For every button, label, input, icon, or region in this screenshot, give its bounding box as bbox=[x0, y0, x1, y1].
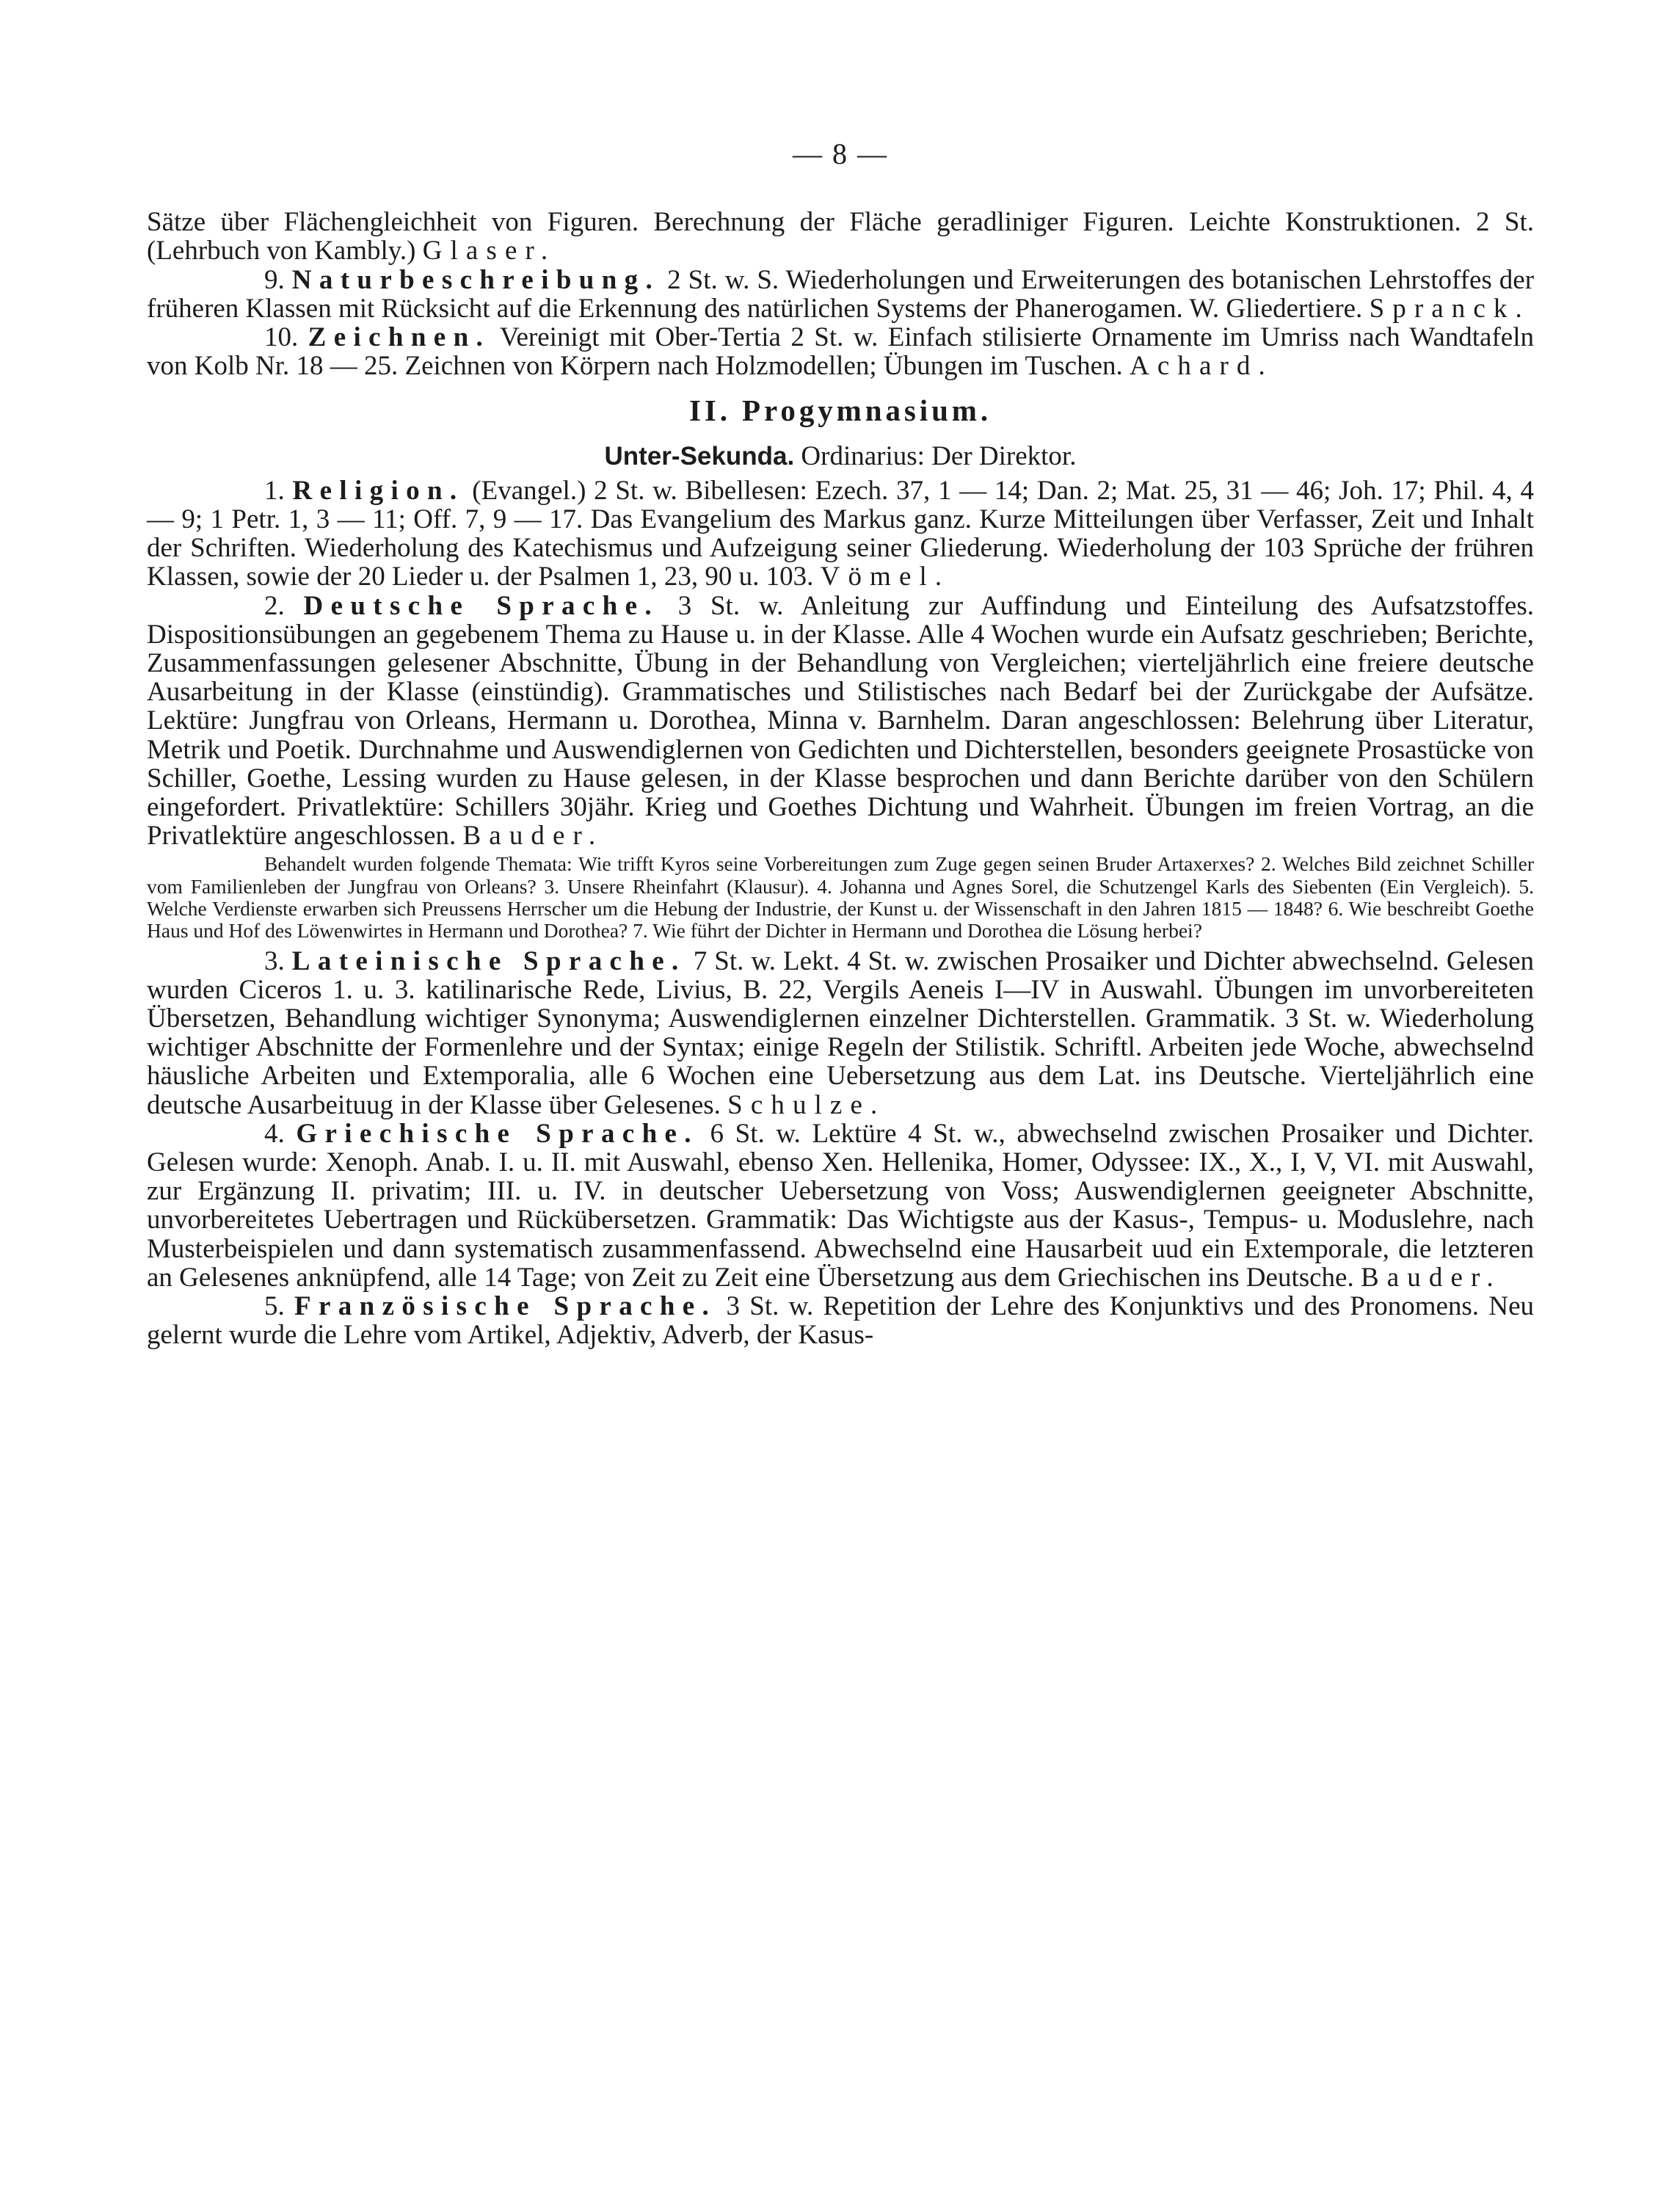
paragraph-religion bbox=[147, 476, 1534, 592]
paragraph-deutsch bbox=[147, 592, 1534, 851]
class-heading bbox=[147, 442, 1534, 471]
subject-title: Lateinische Sprache. bbox=[291, 945, 686, 976]
item-number: 2. bbox=[264, 590, 285, 621]
paragraph-naturbeschreibung bbox=[147, 266, 1534, 323]
paragraph-text: 7 St. w. Lekt. 4 St. w. zwischen Prosaiker und Dichter abwechselnd. Gelesen wurden Ciceros 1. u. 3. katilinarische Rede, Livius, B. 22, Vergils Aeneis I—IV in Auswahl. Übungen im unvorbereiteten Übersetzen, Behandlung wichtiger Synonyma; Auswendiglernen einzelner Dichterstellen. Grammatik. 3 St. w. Wiederholung wichtiger Abschnitte der Formenlehre und der Syntax; einige Regeln der Stilistik. Schriftl. Arbeiten jede Woche, abwechselnd häusliche Arbeiten und Extemporalia, alle 6 Wochen eine Uebersetzung aus dem Lat. ins Deutsche. Vierteljährlich eine deutsche Ausarbeituug in der Klasse über Gelesenes. bbox=[147, 945, 1534, 1120]
subject-title: Zeichnen. bbox=[308, 322, 491, 353]
paragraph-griechisch bbox=[147, 1119, 1534, 1292]
paragraph-geometry-continuation bbox=[147, 208, 1534, 265]
paragraph-text: 2 St. w. S. Wiederholungen und Erweiterungen des botanischen Lehrstoffes der früheren Klassen mit Rücksicht auf die Erkennung des natürlichen Systems der Phanerogamen. W. Gliedertiere. bbox=[147, 264, 1535, 324]
item-number: 4. bbox=[264, 1118, 285, 1149]
paragraph-text: 3 St. w. Anleitung zur Auffindung und Einteilung des Aufsatzstoffes. Dispositionsübungen an gegebenem Thema zu Hause u. in der Klasse. Alle 4 Wochen wurde ein Aufsatz geschrieben; Berichte, Zusammenfassungen gelesener Abschnitte, Übung in der Behandlung von Vergleichen; vierteljährlich eine freiere deutsche Ausarbeitung in der Klasse (einstündig). Grammatisches und Stilistisches nach Bedarf bei der Zurückgabe der Aufsätze. Lektüre: Jungfrau von Orleans, Hermann u. Dorothea, Minna v. Barnhelm. Daran angeschlossen: Belehrung über Literatur, Metrik und Poetik. Durchnahme und Auswendiglernen von Gedichten und Dichterstellen, besonders geeignete Prosastücke von Schiller, Goethe, Lessing wurden zu Hause gelesen, in der Klasse besprochen und dann Berichte darüber von den Schülern eingefordert. Privatlektüre: Schillers 30jähr. Krieg und Goethes Dichtung und Wahrheit. Übungen im freien Vortrag, an die Privatlektüre angeschlossen. bbox=[147, 590, 1534, 852]
item-number: 5. bbox=[264, 1291, 285, 1322]
teacher-name: Bauder. bbox=[1360, 1262, 1502, 1293]
subject-title: Religion. bbox=[292, 475, 465, 506]
teacher-name: Bauder. bbox=[462, 821, 604, 852]
teacher-name: Achard. bbox=[1130, 351, 1273, 382]
item-number: 3. bbox=[264, 945, 285, 976]
section-title: II. Progymnasium. bbox=[688, 393, 992, 428]
teacher-name: Vömel. bbox=[820, 562, 950, 592]
paragraph-zeichnen bbox=[147, 323, 1534, 380]
paragraph-latein bbox=[147, 947, 1534, 1119]
paragraph-text: Sätze über Flächengleichheit von Figuren. Berechnung der Fläche geradliniger Figuren. Leichte Konstruktionen. 2 St. (Lehrbuch von Kambly.) bbox=[147, 207, 1534, 266]
teacher-name: Schulze. bbox=[727, 1089, 886, 1120]
paragraph-text: Vereinigt mit Ober-Tertia 2 St. w. Einfach stilisierte Ornamente im Umriss nach Wandtafeln von Kolb Nr. 18 — 25. Zeichnen von Körpern nach Holzmodellen; Übungen im Tuschen. bbox=[147, 322, 1535, 382]
subject-title: Naturbeschreibung. bbox=[291, 264, 661, 295]
item-number: 10. bbox=[264, 322, 299, 353]
paragraph-text: 6 St. w. Lektüre 4 St. w., abwechselnd zwischen Prosaiker und Dichter. Gelesen wurde: Xenoph. Anab. I. u. II. mit Auswahl, ebenso Xen. Hellenika, Homer, Odyssee: IX., X., I, V, VI. mit Auswahl, zur Ergänzung II. privatim; III. u. IV. in deutscher Uebersetzung von Voss; Auswendiglernen geeigneter Abschnitte, unvorbereitetes Uebertragen und Rückübersetzen. Grammatik: Das Wichtigste aus der Kasus-, Tempus- u. Moduslehre, nach Musterbeispielen und dann systematisch zusammenfassend. Abwechselnd eine Hausarbeit uud ein Extemporale, die letzteren an Gelesenes anknüpfend, alle 14 Tage; von Zeit zu Zeit eine Übersetzung aus dem Griechischen ins Deutsche. bbox=[147, 1118, 1534, 1293]
teacher-name: Glaser. bbox=[422, 236, 556, 266]
section-heading bbox=[147, 393, 1534, 428]
class-ordinarius: Ordinarius: Der Direktor. bbox=[801, 440, 1077, 471]
teacher-name: Spranck. bbox=[1369, 293, 1530, 324]
subject-title: Griechische Sprache. bbox=[296, 1118, 699, 1149]
item-number: 1. bbox=[264, 475, 285, 506]
subject-title: Deutsche Sprache. bbox=[303, 590, 659, 621]
class-name: Unter-Sekunda. bbox=[604, 441, 795, 471]
paragraph-text: (Evangel.) 2 St. w. Bibellesen: Ezech. 37, 1 — 14; Dan. 2; Mat. 25, 31 — 46; Joh. 17; Phil. 4, 4 — 9; 1 Petr. 1, 3 — 11; Off. 7, 9 — 17. Das Evangelium des Markus ganz. Kurze Mitteilungen über Verfasser, Zeit und Inhalt der Schriften. Wiederholung des Katechismus und Aufzeigung seiner Gliederung. Wiederholung der 103 Sprüche der frühren Klassen, sowie der 20 Lieder u. der Psalmen 1, 23, 90 u. 103. bbox=[147, 475, 1535, 592]
subject-title: Französische Sprache. bbox=[294, 1291, 717, 1322]
paragraph-text: 3 St. w. Repetition der Lehre des Konjunktivs und des Pronomens. Neu gelernt wurde die Lehre vom Artikel, Adjektiv, Adverb, der Kasus- bbox=[147, 1291, 1534, 1351]
page-number: — 8 — bbox=[793, 137, 888, 170]
paragraph-franzoesisch bbox=[147, 1292, 1534, 1349]
document-page bbox=[147, 139, 1534, 1350]
item-number: 9. bbox=[264, 264, 285, 295]
essay-themes-note: Behandelt wurden folgende Themata: Wie trifft Kyros seine Vorbereitungen zum Zuge gegen seinen Bruder Artaxerxes? 2. Welches Bild zeichnet Schiller vom Familienleben der Jungfrau von Orleans? 3. Unsere Rheinfahrt (Klausur). 4. Johanna und Agnes Sorel, die Schutzengel Karls des Siebenten (Ein Vergleich). 5. Welche Verdienste erwarben sich Preussens Herrscher um die Hebung der Industrie, der Kunst u. der Wissenschaft in den Jahren 1815 — 1848? 6. Wie beschreibt Goethe Haus und Hof des Löwenwirtes in Hermann und Dorothea? 7. Wie führt der Dichter in Hermann und Dorothea die Lösung herbei? bbox=[147, 852, 1534, 943]
